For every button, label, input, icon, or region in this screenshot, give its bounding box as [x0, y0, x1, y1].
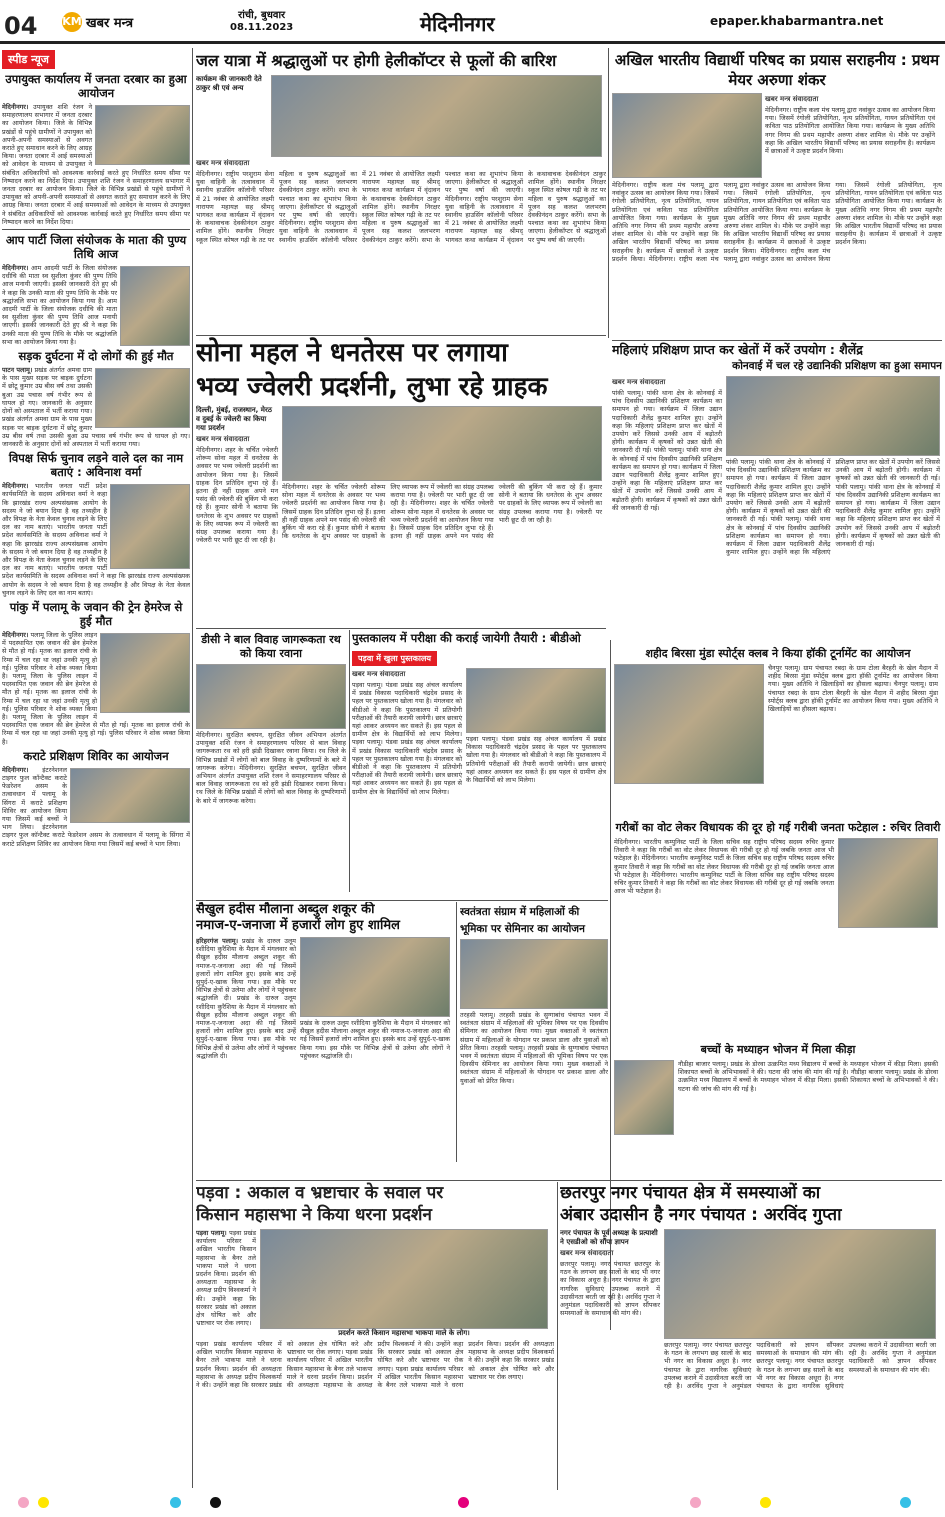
library-headline: पुस्तकालय में परीक्षा की कराई जायेगी तैयारी : बीडीओ — [352, 631, 581, 645]
library-byline: खबर मन्त्र संवाददाता — [352, 670, 406, 678]
dateline — [230, 10, 293, 34]
page-number: 04 — [4, 12, 38, 40]
registration-dot — [900, 1497, 911, 1508]
speed-body-2: मेदिनीनगर। आम आदमी पार्टी के जिला संयोजक दधीचि की माता स्व सुशीला कुंवर की पुण्य तिथि आज मनायी जाएगी। इसकी जानकारी देते हुए श्री ने कहा कि उनकी माता की पुण्य तिथि के मौके पर श्रद्धांजलि सभा का आयोजन किया गया है। आम आदमी पार्टी के जिला संयोजक दधीचि की माता स्व सुशीला कुंवर की पुण्य तिथि आज मनायी जाएगी। इसकी जानकारी देते हुए श्री ने कहा कि उनकी माता की पुण्य तिथि के मौके पर श्रद्धांजलि सभा का आयोजन किया गया है। — [2, 264, 117, 346]
speed-body-5: मेदिनीनगर। पलामू जिला के पुलिस लाइन में पदस्थापित एक जवान की ब्रेन हेमरेज से मौत हो गई। मृतक का इलाज रांची के रिम्स में चल रहा था जहां उनकी मृत्यु हो गई। पुलिस परिवार ने शोक व्यक्त किया है। पलामू जिला के पुलिस लाइन में पदस्थापित एक जवान की ब्रेन हेमरेज से मौत हो गई। मृतक का इलाज रांची के रिम्स में चल रहा था जहां उनकी मृत्यु हो गई। पुलिस परिवार ने शोक व्यक्त किया है। पलामू जिला के पुलिस लाइन में पदस्थापित एक जवान की ब्रेन हेमरेज से मौत हो गई। मृतक का इलाज रांची के रिम्स में चल रहा था जहां उनकी मृत्यु हो गई। पुलिस परिवार ने शोक व्यक्त किया है। — [2, 630, 190, 746]
abvp-body: मेदिनीनगर। राष्ट्रीय कला मंच पलामू द्वारा नवांकुर उत्सव का आयोजन किया गया। जिसमें रंगोली प्रतियोगिता, नृत्य प्रतियोगिता, गायन प्रतियोगिता एवं कविता पाठ प्रतियोगिता आयोजित किया गया। कार्यक्रम के मुख्य अतिथि नगर निगम की प्रथम महापौर अरुणा शंकर शामिल थे। मौके पर उन्होंने कहा कि अखिल भारतीय विद्यार्थी परिषद का प्रयास सराहनीय है। कार्यक्रम में छात्राओं ने उत्कृष्ट प्रदर्शन किया। मेदिनीनगर। राष्ट्रीय कला मंच पलामू द्वारा नवांकुर उत्सव का आयोजन किया गया। जिसमें रंगोली प्रतियोगिता, नृत्य प्रतियोगिता, गायन प्रतियोगिता एवं कविता पाठ प्रतियोगिता आयोजित किया गया। कार्यक्रम के मुख्य अतिथि नगर निगम की प्रथम महापौर अरुणा शंकर शामिल थे। मौके पर उन्होंने कहा कि अखिल भारतीय विद्यार्थी परिषद का प्रयास सराहनीय है। कार्यक्रम में छात्राओं ने उत्कृष्ट प्रदर्शन किया। मेदिनीनगर। राष्ट्रीय कला मंच पलामू द्वारा नवांकुर उत्सव का आयोजन किया गया। जिसमें रंगोली प्रतियोगिता, नृत्य प्रतियोगिता, गायन प्रतियोगिता एवं कविता पाठ प्रतियोगिता आयोजित किया गया। कार्यक्रम के मुख्य अतिथि नगर निगम की प्रथम महापौर अरुणा शंकर शामिल थे। मौके पर उन्होंने कहा कि अखिल भारतीय विद्यार्थी परिषद का प्रयास सराहनीय है। कार्यक्रम में छात्राओं ने उत्कृष्ट प्रदर्शन किया। — [612, 181, 942, 263]
lead-byline: खबर मन्त्र संवाददाता — [196, 159, 250, 167]
midday-photo — [614, 1060, 674, 1135]
speed-body-6: मेदिनीनगर। इंटरनेशनल टाइगर फुल कॉन्टैक्ट कराटे फेडरेशन असम के तत्वावधान में पलामू के सिंगरा में कराटे प्रशिक्षण शिविर का आयोजन किया गया जिसमें कई बच्चों ने भाग लिया। इंटरनेशनल टाइगर फुल कॉन्टैक्ट कराटे फेडरेशन असम के तत्वावधान में पलामू के सिंगरा में कराटे प्रशिक्षण शिविर का आयोजन किया गया जिसमें कई बच्चों ने भाग लिया। — [2, 765, 190, 848]
speed-news-tag: स्पीड न्यूज — [2, 50, 55, 69]
midday-meal-story — [614, 1040, 942, 1180]
brand-name: खबर मन्त्र — [86, 16, 134, 31]
chhatarpur-photo — [664, 1229, 936, 1339]
sona-headline-2: भव्य ज्वेलरी प्रदर्शनी, लुभा रहे ग्राहक — [196, 372, 548, 402]
dharna-photo — [260, 1229, 548, 1329]
seminar-photo — [460, 939, 608, 1009]
seminar-headline-1: स्वतंत्रता संग्राम में महिलाओं की — [460, 906, 580, 918]
midday-body: नौडीहा बाजार पलामू। प्रखंड के डोरवा उत्क्रमित मध्य विद्यालय में बच्चों के मध्याहन भोजन में कीड़ा मिला। इसकी शिकायत बच्चों के अभिभावकों ने की। घटना की जांच की मांग की गई है। नौडीहा बाजार पलामू। प्रखंड के डोरवा उत्क्रमित मध्य विद्यालय में बच्चों के मध्याहन भोजन में कीड़ा मिला। इसकी शिकायत बच्चों के अभिभावकों ने की। घटना की जांच की मांग की गई है। — [678, 1060, 938, 1093]
chhatarpur-headline-2: अंबार उदासीन है नगर पंचायत : अरविंद गुप्ता — [560, 1205, 842, 1225]
sona-byline: खबर मन्त्र संवाददाता — [196, 435, 250, 443]
dharna-story: पड़वा : अकाल व भ्रष्टाचार के सवाल पर किसान महासभा ने किया धरना प्रदर्शन पड़वा पलामू। पड़वा प्रखंड कार्यालय परिसर में अखिल भारतीय किसान महासभा के बैनर तले भाकपा माले ने धरना प्रदर्शन किया। प्रदर्शन की अध्यक्षता महासभा के अध्यक्ष प्रदीप विश्वकर्मा ने की। उन्होंने कहा कि सरकार प्रखंड को अकाल क्षेत्र घोषित करे और भ्रष्टाचार पर रोक लगाए। प्रदर्शन करते किसान महासभा भाकपा माले के लोग। पड़वा प्रखंड कार्यालय परिसर में अखिल भारतीय किसान महासभा के बैनर तले भाकपा माले ने धरना प्रदर्शन किया। प्रदर्शन की अध्यक्षता महासभा के अध्यक्ष प्रदीप विश्वकर्मा ने की। उन्होंने कहा कि सरकार प्रखंड को अकाल क्षेत्र घोषित करे और भ्रष्टाचार पर रोक लगाए। पड़वा प्रखंड कार्यालय परिसर में अखिल भारतीय किसान महासभा के बैनर तले भाकपा माले ने धरना प्रदर्शन किया। प्रदर्शन की अध्यक्षता महासभा के अध्यक्ष प्रदीप विश्वकर्मा ने की। उन्होंने कहा कि सरकार प्रखंड को अकाल क्षेत्र घोषित करे और भ्रष्टाचार पर रोक लगाए। पड़वा प्रखंड कार्यालय परिसर में अखिल भारतीय किसान महासभा के बैनर तले भाकपा माले ने धरना प्रदर्शन किया। प्रदर्शन की अध्यक्षता महासभा के अध्यक्ष प्रदीप विश्वकर्मा ने की। उन्होंने कहा कि सरकार प्रखंड को अकाल क्षेत्र घोषित करे और भ्रष्टाचार पर रोक लगाए। — [196, 1182, 554, 1492]
child-photo — [196, 664, 346, 729]
registration-dot — [458, 1497, 469, 1508]
hockey-photo — [614, 664, 764, 784]
registration-dot — [210, 1497, 221, 1508]
sona-caption: दिल्ली, मुंबई, राजस्थान, मेरठ व दुबई के ज्वेलरी का किया गया प्रदर्शन — [196, 406, 272, 432]
library-body: पड़वा पलामू। पंडवा प्रखंड सह अंचल कार्यालय में प्रखंड विकास पदाधिकारी चंद्रदेव प्रसाद के पहल पर पुस्तकालय खोला गया है। मंगलवार को बीडीओ ने कहा कि पुस्तकालय में प्रतियोगी परीक्षाओं की तैयारी करायी जायेगी। छात्र छात्राएं यहां आकर अध्ययन कर सकते हैं। इस पहल से ग्रामीण क्षेत्र के विद्यार्थियों को लाभ मिलेगा। पड़वा पलामू। पंडवा प्रखंड सह अंचल कार्यालय में प्रखंड विकास पदाधिकारी चंद्रदेव प्रसाद के पहल पर पुस्तकालय खोला गया है। मंगलवार को बीडीओ ने कहा कि पुस्तकालय में प्रतियोगी परीक्षाओं की तैयारी करायी जायेगी। छात्र छात्राएं यहां आकर अध्ययन कर सकते हैं। इस पहल से ग्रामीण क्षेत्र के विद्यार्थियों को लाभ मिलेगा। — [352, 681, 462, 796]
registration-dot — [18, 1497, 29, 1508]
brand-logo — [62, 12, 133, 32]
child-marriage-story — [196, 630, 346, 890]
abvp-headline: अखिल भारतीय विद्यार्थी परिषद का प्रयास सराहनीय : प्रथम मेयर अरुणा शंकर — [614, 51, 940, 89]
library-photo — [466, 668, 606, 733]
dharna-caption: प्रदर्शन करते किसान महासभा भाकपा माले के लोग। — [338, 1329, 470, 1337]
vote-body: मेदिनीनगर। भारतीय कम्युनिस्ट पार्टी के जिला सचिव सह राष्ट्रीय परिषद सदस्य रुचिर कुमार तिवारी ने कहा कि गरीबों का वोट लेकर विधायक की गरीबी दूर हो गई जबकि जनता आज भी फटेहाल है। मेदिनीनगर। भारतीय कम्युनिस्ट पार्टी के जिला सचिव सह राष्ट्रीय परिषद सदस्य रुचिर कुमार तिवारी ने कहा कि गरीबों का वोट लेकर विधायक की गरीबी दूर हो गई जबकि जनता आज भी फटेहाल है। मेदिनीनगर। भारतीय कम्युनिस्ट पार्टी के जिला सचिव सह राष्ट्रीय परिषद सदस्य रुचिर कुमार तिवारी ने कहा कि गरीबों का वोट लेकर विधायक की गरीबी दूर हो गई जबकि जनता आज भी फटेहाल है। — [614, 838, 835, 896]
speed-news-column — [2, 48, 190, 1488]
training-story: महिलाएं प्रशिक्षण प्राप्त कर खेतों में करें उपयोग : शैलेंद्र कोनवाई में चल रहे उद्यानिकी प्रशिक्षण का हुआ समापन खबर मन्त्र संवाददाता पांकी पलामू। पांकी थाना क्षेत्र के कोनवाई में पांच दिवसीय उद्यानिकी प्रशिक्षण कार्यक्रम का समापन हो गया। कार्यक्रम में जिला उद्यान पदाधिकारी शैलेंद्र कुमार शामिल हुए। उन्होंने कहा कि महिलाएं प्रशिक्षण प्राप्त कर खेतों में उपयोग करें जिससे उनकी आय में बढ़ोतरी होगी। कार्यक्रम में कृषकों को उन्नत खेती की जानकारी दी गई। पांकी पलामू। पांकी थाना क्षेत्र के कोनवाई में पांच दिवसीय उद्यानिकी प्रशिक्षण कार्यक्रम का समापन हो गया। कार्यक्रम में जिला उद्यान पदाधिकारी शैलेंद्र कुमार शामिल हुए। उन्होंने कहा कि महिलाएं प्रशिक्षण प्राप्त कर खेतों में उपयोग करें जिससे उनकी आय में बढ़ोतरी होगी। कार्यक्रम में कृषकों को उन्नत खेती की जानकारी दी गई। पांकी पलामू। पांकी थाना क्षेत्र के कोनवाई में पांच दिवसीय उद्यानिकी प्रशिक्षण कार्यक्रम का समापन हो गया। कार्यक्रम में जिला उद्यान पदाधिकारी शैलेंद्र कुमार शामिल हुए। उन्होंने कहा कि महिलाएं प्रशिक्षण प्राप्त कर खेतों में उपयोग करें जिससे उनकी आय में बढ़ोतरी होगी। कार्यक्रम में कृषकों को उन्नत खेती की जानकारी दी गई। पांकी पलामू। पांकी थाना क्षेत्र के कोनवाई में पांच दिवसीय उद्यानिकी प्रशिक्षण कार्यक्रम का समापन हो गया। कार्यक्रम में जिला उद्यान पदाधिकारी शैलेंद्र कुमार शामिल हुए। उन्होंने कहा कि महिलाएं प्रशिक्षण प्राप्त कर खेतों में उपयोग करें जिससे उनकी आय में बढ़ोतरी होगी। कार्यक्रम में कृषकों को उन्नत खेती की जानकारी दी गई। पांकी पलामू। पांकी थाना क्षेत्र के कोनवाई में पांच दिवसीय उद्यानिकी प्रशिक्षण कार्यक्रम का समापन हो गया। कार्यक्रम में जिला उद्यान पदाधिकारी शैलेंद्र कुमार शामिल हुए। उन्होंने कहा कि महिलाएं प्रशिक्षण प्राप्त कर खेतों में उपयोग करें जिससे उनकी आय में बढ़ोतरी होगी। कार्यक्रम में कृषकों को उन्नत खेती की जानकारी दी गई। — [612, 342, 942, 640]
speed-body-3: पाटन पलामू। प्रखंड अंतर्गत अमवा ग्राम के पास मुख्य सड़क पर बाइक दुर्घटना में छोटू कुमार उम्र बीस वर्ष तथा उसकी बुआ उम्र पचास वर्ष गंभीर रूप से घायल हो गए। जानकारी के अनुसार दोनों को अस्पताल में भर्ती कराया गया। प्रखंड अंतर्गत अमवा ग्राम के पास मुख्य सड़क पर बाइक दुर्घटना में छोटू कुमार उम्र बीस वर्ष तथा उसकी बुआ उम्र पचास वर्ष गंभीर रूप से घायल हो गए। जानकारी के अनुसार दोनों को अस्पताल में भर्ती कराया गया। — [2, 366, 190, 448]
seminar-story — [460, 902, 608, 1162]
speed-photo-1 — [95, 105, 190, 165]
dharna-body: पड़वा प्रखंड कार्यालय परिसर में अखिल भारतीय किसान महासभा के बैनर तले भाकपा माले ने धरना प्रदर्शन किया। प्रदर्शन की अध्यक्षता महासभा के अध्यक्ष प्रदीप विश्वकर्मा ने की। उन्होंने कहा कि सरकार प्रखंड को अकाल क्षेत्र घोषित करे और भ्रष्टाचार पर रोक लगाए। पड़वा प्रखंड कार्यालय परिसर में अखिल भारतीय किसान महासभा के बैनर तले भाकपा माले ने धरना प्रदर्शन किया। प्रदर्शन की अध्यक्षता महासभा के अध्यक्ष प्रदीप विश्वकर्मा ने की। उन्होंने कहा कि सरकार प्रखंड को अकाल क्षेत्र घोषित करे और भ्रष्टाचार पर रोक लगाए। पड़वा प्रखंड कार्यालय परिसर में अखिल भारतीय किसान महासभा के बैनर तले भाकपा माले ने धरना प्रदर्शन किया। प्रदर्शन की अध्यक्षता महासभा के अध्यक्ष प्रदीप विश्वकर्मा ने की। उन्होंने कहा कि सरकार प्रखंड को अकाल क्षेत्र घोषित करे और भ्रष्टाचार पर रोक लगाए। — [196, 1340, 554, 1390]
speed-body-1: मेदिनीनगर। उपायुक्त शशि रंजन ने समाहरणालय सभागार में जनता दरबार का आयोजन किया। जिले के विभिन्न प्रखंडों से पहुंचे ग्रामीणों ने उपायुक्त को अपनी-अपनी समस्याओं से अवगत कराते हुए समाधान करने के लिए आग्रह किया। जनता दरबार में आई समस्याओं को आवेदन के माध्यम से उपायुक्त ने संबंधित अधिकारियों को आवश्यक कार्रवाई करते हुए निर्धारित समय सीमा पर निष्पादन करने का निर्देश दिया। उपायुक्त शशि रंजन ने समाहरणालय सभागार में जनता दरबार का आयोजन किया। जिले के विभिन्न प्रखंडों से पहुंचे ग्रामीणों ने उपायुक्त को अपनी-अपनी समस्याओं से अवगत कराते हुए समाधान करने के लिए आग्रह किया। जनता दरबार में आई समस्याओं को आवेदन के माध्यम से उपायुक्त ने संबंधित अधिकारियों को आवश्यक कार्रवाई करते हुए निर्धारित समय सीमा पर निष्पादन करने का निर्देश दिया। — [2, 103, 190, 226]
funeral-headline-2: नमाज-ए-जनाजा में हजारों लोग हुए शामिल — [196, 918, 400, 933]
chhatarpur-byline: खबर मन्त्र संवाददाता — [560, 1249, 614, 1257]
speed-headline-1: उपायुक्त कार्यालय में जनता दरबार का हुआ आयोजन — [5, 72, 187, 100]
funeral-headline-1: सैखुल हदीस मौलाना अब्दुल शकूर की — [196, 902, 375, 917]
hockey-headline: शहीद बिरसा मुंडा स्पोर्ट्स क्लब ने किया हॉकी टूर्नामेंट का आयोजन — [645, 647, 911, 660]
chhatarpur-body: छतरपुर पलामू। नगर पंचायत छतरपुर के गठन के लगभग छह सालों के बाद भी नगर का विकास अधूरा है। नगर पंचायत के द्वारा नागरिक सुविधाएं उपलब्ध कराने में उदासीनता बरती जा रही है। अरविंद गुप्ता ने अनुमंडल पदाधिकारी को ज्ञापन सौंपकर समस्याओं के समाधान की मांग की। छतरपुर पलामू। नगर पंचायत छतरपुर के गठन के लगभग छह सालों के बाद भी नगर का विकास अधूरा है। नगर पंचायत के द्वारा नागरिक सुविधाएं उपलब्ध कराने में उदासीनता बरती जा रही है। अरविंद गुप्ता ने अनुमंडल पदाधिकारी को ज्ञापन सौंपकर समस्याओं के समाधान की मांग की। — [664, 1341, 936, 1391]
site-url[interactable]: epaper.khabarmantra.net — [710, 14, 884, 28]
vote-photo — [838, 838, 938, 928]
chhatarpur-headline-1: छतरपुर नगर पंचायत क्षेत्र में समस्याओं का — [560, 1183, 821, 1203]
lead-story — [196, 50, 606, 330]
funeral-story: सैखुल हदीस मौलाना अब्दुल शकूर की नमाज-ए-जनाजा में हजारों लोग हुए शामिल हरिहरगंज पलामू। प्रखंड के दारुल उलूम रशीदिया कुरैशिया के मैदान में मंगलवार को सैखुल हदीस मौलाना अब्दुल शकूर की नमाज-ए-जनाजा अदा की गई जिसमें हजारों लोग शामिल हुए। इसके बाद उन्हें सुपुर्द-ए-खाक किया गया। इस मौके पर विभिन्न क्षेत्रों से उलेमा और लोगों ने पहुंचकर श्रद्धांजलि दी। प्रखंड के दारुल उलूम रशीदिया कुरैशिया के मैदान में मंगलवार को सैखुल हदीस मौलाना अब्दुल शकूर की नमाज-ए-जनाजा अदा की गई जिसमें हजारों लोग शामिल हुए। इसके बाद उन्हें सुपुर्द-ए-खाक किया गया। इस मौके पर विभिन्न क्षेत्रों से उलेमा और लोगों ने पहुंचकर श्रद्धांजलि दी। प्रखंड के दारुल उलूम रशीदिया कुरैशिया के मैदान में मंगलवार को सैखुल हदीस मौलाना अब्दुल शकूर की नमाज-ए-जनाजा अदा की गई जिसमें हजारों लोग शामिल हुए। इसके बाद उन्हें सुपुर्द-ए-खाक किया गया। इस मौके पर विभिन्न क्षेत्रों से उलेमा और लोगों ने पहुंचकर श्रद्धांजलि दी। — [196, 902, 454, 1162]
training-body: पांकी पलामू। पांकी थाना क्षेत्र के कोनवाई में पांच दिवसीय उद्यानिकी प्रशिक्षण कार्यक्रम का समापन हो गया। कार्यक्रम में जिला उद्यान पदाधिकारी शैलेंद्र कुमार शामिल हुए। उन्होंने कहा कि महिलाएं प्रशिक्षण प्राप्त कर खेतों में उपयोग करें जिससे उनकी आय में बढ़ोतरी होगी। कार्यक्रम में कृषकों को उन्नत खेती की जानकारी दी गई। पांकी पलामू। पांकी थाना क्षेत्र के कोनवाई में पांच दिवसीय उद्यानिकी प्रशिक्षण कार्यक्रम का समापन हो गया। कार्यक्रम में जिला उद्यान पदाधिकारी शैलेंद्र कुमार शामिल हुए। उन्होंने कहा कि महिलाएं प्रशिक्षण प्राप्त कर खेतों में उपयोग करें जिससे उनकी आय में बढ़ोतरी होगी। कार्यक्रम में कृषकों को उन्नत खेती की जानकारी दी गई। पांकी पलामू। पांकी थाना क्षेत्र के कोनवाई में पांच दिवसीय उद्यानिकी प्रशिक्षण कार्यक्रम का समापन हो गया। कार्यक्रम में जिला उद्यान पदाधिकारी शैलेंद्र कुमार शामिल हुए। उन्होंने कहा कि महिलाएं प्रशिक्षण प्राप्त कर खेतों में उपयोग करें जिससे उनकी आय में बढ़ोतरी होगी। कार्यक्रम में कृषकों को उन्नत खेती की जानकारी दी गई। — [726, 458, 940, 557]
section-title: मेदिनीनगर — [420, 12, 495, 36]
abvp-photo — [612, 93, 762, 178]
registration-dot — [760, 1497, 771, 1508]
speed-headline-2: आप पार्टी जिला संयोजक के माता की पुण्य तिथि आज — [5, 233, 187, 262]
chhatarpur-story: छतरपुर नगर पंचायत क्षेत्र में समस्याओं का अंबार उदासीन है नगर पंचायत : अरविंद गुप्ता नगर पंचायत के पूर्व अध्यक्ष के प्रत्याशी ने एसडीओ को सौंपा ज्ञापन खबर मन्त्र संवाददाता छतरपुर पलामू। नगर पंचायत छतरपुर के गठन के लगभग छह सालों के बाद भी नगर का विकास अधूरा है। नगर पंचायत के द्वारा नागरिक सुविधाएं उपलब्ध कराने में उदासीनता बरती जा रही है। अरविंद गुप्ता ने अनुमंडल पदाधिकारी को ज्ञापन सौंपकर समस्याओं के समाधान की मांग की। छतरपुर पलामू। नगर पंचायत छतरपुर के गठन के लगभग छह सालों के बाद भी नगर का विकास अधूरा है। नगर पंचायत के द्वारा नागरिक सुविधाएं उपलब्ध कराने में उदासीनता बरती जा रही है। अरविंद गुप्ता ने अनुमंडल पदाधिकारी को ज्ञापन सौंपकर समस्याओं के समाधान की मांग की। छतरपुर पलामू। नगर पंचायत छतरपुर के गठन के लगभग छह सालों के बाद भी नगर का विकास अधूरा है। नगर पंचायत के द्वारा नागरिक सुविधाएं उपलब्ध कराने में उदासीनता बरती जा रही है। अरविंद गुप्ता ने अनुमंडल पदाधिकारी को ज्ञापन सौंपकर समस्याओं के समाधान की मांग की। — [560, 1182, 942, 1492]
lead-body: मेदिनीनगर। राष्ट्रीय परशुराम सेना युवा वाहिनी के तत्वावधान में स्थानीय हाउसिंग कॉलोनी परिसर में 21 नवंबर से आयोजित लक्ष्मी नारायण महायज्ञ सह श्रीमद् भागवत कथा कार्यक्रम में वृंदावन के कथावाचक देवकीनंदन ठाकुर शामिल होंगे। स्थानीय निरक्षर स्कूल स्थित कोषल गढ़ी के तट पर महिला व पुरुष श्रद्धालुओं का पूजन सह कलश जलभरण देवकीनंदन ठाकुर करेंगे। सभा के पश्चात कथा का शुभारंभ किया जाएगा। हेलीकॉप्टर से श्रद्धालुओं पर पुष्प वर्षा की जाएगी। मेदिनीनगर। राष्ट्रीय परशुराम सेना युवा वाहिनी के तत्वावधान में स्थानीय हाउसिंग कॉलोनी परिसर में 21 नवंबर से आयोजित लक्ष्मी नारायण महायज्ञ सह श्रीमद् भागवत कथा कार्यक्रम में वृंदावन के कथावाचक देवकीनंदन ठाकुर शामिल होंगे। स्थानीय निरक्षर स्कूल स्थित कोषल गढ़ी के तट पर महिला व पुरुष श्रद्धालुओं का पूजन सह कलश जलभरण देवकीनंदन ठाकुर करेंगे। सभा के पश्चात कथा का शुभारंभ किया जाएगा। हेलीकॉप्टर से श्रद्धालुओं पर पुष्प वर्षा की जाएगी। मेदिनीनगर। राष्ट्रीय परशुराम सेना युवा वाहिनी के तत्वावधान में स्थानीय हाउसिंग कॉलोनी परिसर में 21 नवंबर से आयोजित लक्ष्मी नारायण महायज्ञ सह श्रीमद् भागवत कथा कार्यक्रम में वृंदावन के कथावाचक देवकीनंदन ठाकुर शामिल होंगे। स्थानीय निरक्षर स्कूल स्थित कोषल गढ़ी के तट पर महिला व पुरुष श्रद्धालुओं का पूजन सह कलश जलभरण देवकीनंदन ठाकुर करेंगे। सभा के पश्चात कथा का शुभारंभ किया जाएगा। हेलीकॉप्टर से श्रद्धालुओं पर पुष्प वर्षा की जाएगी। — [196, 170, 606, 244]
vote-headline: गरीबों का वोट लेकर विधायक की दूर हो गई गरीबी जनता फटेहाल : रुचिर तिवारी — [615, 821, 941, 834]
header-rule — [0, 41, 945, 44]
seminar-headline-2: भूमिका पर सेमिनार का आयोजन — [460, 923, 585, 935]
date: 08.11.2023 — [230, 22, 294, 33]
vote-story — [614, 818, 942, 1038]
library-story: पुस्तकालय में परीक्षा की कराई जायेगी तैयारी : बीडीओ पड़वा में खुला पुस्तकालय खबर मन्त्र संवाददाता पड़वा पलामू। पंडवा प्रखंड सह अंचल कार्यालय में प्रखंड विकास पदाधिकारी चंद्रदेव प्रसाद के पहल पर पुस्तकालय खोला गया है। मंगलवार को बीडीओ ने कहा कि पुस्तकालय में प्रतियोगी परीक्षाओं की तैयारी करायी जायेगी। छात्र छात्राएं यहां आकर अध्ययन कर सकते हैं। इस पहल से ग्रामीण क्षेत्र के विद्यार्थियों को लाभ मिलेगा। पड़वा पलामू। पंडवा प्रखंड सह अंचल कार्यालय में प्रखंड विकास पदाधिकारी चंद्रदेव प्रसाद के पहल पर पुस्तकालय खोला गया है। मंगलवार को बीडीओ ने कहा कि पुस्तकालय में प्रतियोगी परीक्षाओं की तैयारी करायी जायेगी। छात्र छात्राएं यहां आकर अध्ययन कर सकते हैं। इस पहल से ग्रामीण क्षेत्र के विद्यार्थियों को लाभ मिलेगा। पड़वा पलामू। पंडवा प्रखंड सह अंचल कार्यालय में प्रखंड विकास पदाधिकारी चंद्रदेव प्रसाद के पहल पर पुस्तकालय खोला गया है। मंगलवार को बीडीओ ने कहा कि पुस्तकालय में प्रतियोगी परीक्षाओं की तैयारी करायी जायेगी। छात्र छात्राएं यहां आकर अध्ययन कर सकते हैं। इस पहल से ग्रामीण क्षेत्र के विद्यार्थियों को लाभ मिलेगा। — [352, 631, 606, 796]
chhatarpur-caption: नगर पंचायत के पूर्व अध्यक्ष के प्रत्याशी ने एसडीओ को सौंपा ज्ञापन — [560, 1229, 658, 1246]
speed-headline-6: कराटे प्रशिक्षण शिविर का आयोजन — [23, 748, 169, 763]
brand-logo-icon: KM — [62, 12, 82, 32]
speed-headline-3: सड़क दुर्घटना में दो लोगों की हुई मौत — [18, 349, 174, 364]
abvp-byline: खबर मन्त्र संवाददाता — [765, 95, 819, 103]
speed-photo-6 — [70, 768, 190, 823]
speed-photo-4 — [110, 484, 190, 569]
training-byline: खबर मन्त्र संवाददाता — [612, 378, 666, 386]
hockey-body: चैनपुर पलामू। ग्राम पंचायत रबदा के ग्राम टोला बैरहरी के खेल मैदान में शहीद बिरसा मुंडा स्पोर्ट्स क्लब द्वारा हॉकी टूर्नामेंट का आयोजन किया गया। मुख्य अतिथि ने खिलाड़ियों का हौसला बढ़ाया। चैनपुर पलामू। ग्राम पंचायत रबदा के ग्राम टोला बैरहरी के खेल मैदान में शहीद बिरसा मुंडा स्पोर्ट्स क्लब द्वारा हॉकी टूर्नामेंट का आयोजन किया गया। मुख्य अतिथि ने खिलाड़ियों का हौसला बढ़ाया। — [768, 664, 938, 714]
seminar-body: तरहसी पलामू। तरहसी प्रखंड के सुग्गाबांध पंचायत भवन में स्वतंत्रता संग्राम में महिलाओं की भूमिका विषय पर एक दिवसीय सेमिनार का आयोजन किया गया। मुख्य वक्ताओं ने स्वतंत्रता संग्राम में महिलाओं के योगदान पर प्रकाश डाला और युवाओं को प्रेरित किया। तरहसी पलामू। तरहसी प्रखंड के सुग्गाबांध पंचायत भवन में स्वतंत्रता संग्राम में महिलाओं की भूमिका विषय पर एक दिवसीय सेमिनार का आयोजन किया गया। मुख्य वक्ताओं ने स्वतंत्रता संग्राम में महिलाओं के योगदान पर प्रकाश डाला और युवाओं को प्रेरित किया। — [460, 1011, 608, 1085]
funeral-photo — [300, 937, 450, 1017]
training-subhead: कोनवाई में चल रहे उद्यानिकी प्रशिक्षण का हुआ समापन — [732, 360, 942, 372]
hockey-story — [614, 644, 942, 814]
registration-dot — [690, 1497, 701, 1508]
child-headline: डीसी ने बाल विवाह जागरूकता रथ को किया रवाना — [201, 633, 341, 660]
abvp-story: अखिल भारतीय विद्यार्थी परिषद का प्रयास सराहनीय : प्रथम मेयर अरुणा शंकर खबर मन्त्र संवाददाता मेदिनीनगर। राष्ट्रीय कला मंच पलामू द्वारा नवांकुर उत्सव का आयोजन किया गया। जिसमें रंगोली प्रतियोगिता, नृत्य प्रतियोगिता, गायन प्रतियोगिता एवं कविता पाठ प्रतियोगिता आयोजित किया गया। कार्यक्रम के मुख्य अतिथि नगर निगम की प्रथम महापौर अरुणा शंकर शामिल थे। मौके पर उन्होंने कहा कि अखिल भारतीय विद्यार्थी परिषद का प्रयास सराहनीय है। कार्यक्रम में छात्राओं ने उत्कृष्ट प्रदर्शन किया। मेदिनीनगर। राष्ट्रीय कला मंच पलामू द्वारा नवांकुर उत्सव का आयोजन किया गया। जिसमें रंगोली प्रतियोगिता, नृत्य प्रतियोगिता, गायन प्रतियोगिता एवं कविता पाठ प्रतियोगिता आयोजित किया गया। कार्यक्रम के मुख्य अतिथि नगर निगम की प्रथम महापौर अरुणा शंकर शामिल थे। मौके पर उन्होंने कहा कि अखिल भारतीय विद्यार्थी परिषद का प्रयास सराहनीय है। कार्यक्रम में छात्राओं ने उत्कृष्ट प्रदर्शन किया। मेदिनीनगर। राष्ट्रीय कला मंच पलामू द्वारा नवांकुर उत्सव का आयोजन किया गया। जिसमें रंगोली प्रतियोगिता, नृत्य प्रतियोगिता, गायन प्रतियोगिता एवं कविता पाठ प्रतियोगिता आयोजित किया गया। कार्यक्रम के मुख्य अतिथि नगर निगम की प्रथम महापौर अरुणा शंकर शामिल थे। मौके पर उन्होंने कहा कि अखिल भारतीय विद्यार्थी परिषद का प्रयास सराहनीय है। कार्यक्रम में छात्राओं ने उत्कृष्ट प्रदर्शन किया। मेदिनीनगर। राष्ट्रीय कला मंच पलामू द्वारा नवांकुर उत्सव का आयोजन किया गया। जिसमें रंगोली प्रतियोगिता, नृत्य प्रतियोगिता, गायन प्रतियोगिता एवं कविता पाठ प्रतियोगिता आयोजित किया गया। कार्यक्रम के मुख्य अतिथि नगर निगम की प्रथम महापौर अरुणा शंकर शामिल थे। मौके पर उन्होंने कहा कि अखिल भारतीय विद्यार्थी परिषद का प्रयास सराहनीय है। कार्यक्रम में छात्राओं ने उत्कृष्ट प्रदर्शन किया। — [612, 50, 942, 340]
registration-marks — [0, 1497, 945, 1509]
sona-photo — [282, 406, 602, 481]
library-subhead: पड़वा में खुला पुस्तकालय — [352, 651, 437, 666]
speed-body-4: मेदिनीनगर। भारतीय जनता पार्टी प्रदेश कार्यसमिति के सदस्य अविनाश वर्मा ने कहा कि झारखंड राज्य अल्पसंख्यक आयोग के सदस्य ने जो बयान दिया है वह तथ्यहीन है और विपक्ष के नेता केवल चुनाव लड़ने के लिए दल का नाम बताएं। भारतीय जनता पार्टी प्रदेश कार्यसमिति के सदस्य अविनाश वर्मा ने कहा कि झारखंड राज्य अल्पसंख्यक आयोग के सदस्य ने जो बयान दिया है वह तथ्यहीन है और विपक्ष के नेता केवल चुनाव लड़ने के लिए दल का नाम बताएं। भारतीय जनता पार्टी प्रदेश कार्यसमिति के सदस्य अविनाश वर्मा ने कहा कि झारखंड राज्य अल्पसंख्यक आयोग के सदस्य ने जो बयान दिया है वह तथ्यहीन है और विपक्ष के नेता केवल चुनाव लड़ने के लिए दल का नाम बताएं। — [2, 482, 190, 597]
speed-photo-5 — [100, 633, 190, 713]
training-headline: महिलाएं प्रशिक्षण प्राप्त कर खेतों में करें उपयोग : शैलेंद्र — [612, 342, 863, 357]
dharna-headline-1: पड़वा : अकाल व भ्रष्टाचार के सवाल पर — [196, 1183, 444, 1203]
lead-headline: जल यात्रा में श्रद्धालुओं पर होगी हेलीकॉप्टर से फूलों की बारिश — [196, 51, 557, 70]
dharna-headline-2: किसान महासभा ने किया धरना प्रदर्शन — [196, 1205, 432, 1225]
sona-headline-1: सोना महल ने धनतेरस पर लगाया — [196, 338, 508, 368]
registration-dot — [170, 1497, 181, 1508]
registration-dot — [38, 1497, 49, 1508]
speed-photo-3 — [95, 368, 190, 428]
speed-headline-4: विपक्ष सिर्फ चुनाव लड़ने वाले दल का नाम बताएं : अविनाश वर्मा — [8, 451, 184, 480]
city-day: रांची, बुधवार — [238, 10, 286, 21]
speed-photo-2 — [120, 266, 190, 346]
funeral-body: हरिहरगंज पलामू। प्रखंड के दारुल उलूम रशीदिया कुरैशिया के मैदान में मंगलवार को सैखुल हदीस मौलाना अब्दुल शकूर की नमाज-ए-जनाजा अदा की गई जिसमें हजारों लोग शामिल हुए। इसके बाद उन्हें सुपुर्द-ए-खाक किया गया। इस मौके पर विभिन्न क्षेत्रों से उलेमा और लोगों ने पहुंचकर श्रद्धांजलि दी। प्रखंड के दारुल उलूम रशीदिया कुरैशिया के मैदान में मंगलवार को सैखुल हदीस मौलाना अब्दुल शकूर की नमाज-ए-जनाजा अदा की गई जिसमें हजारों लोग शामिल हुए। इसके बाद उन्हें सुपुर्द-ए-खाक किया गया। इस मौके पर विभिन्न क्षेत्रों से उलेमा और लोगों ने पहुंचकर श्रद्धांजलि दी। — [196, 937, 296, 1060]
sona-mahal-story: सोना महल ने धनतेरस पर लगाया भव्य ज्वेलरी प्रदर्शनी, लुभा रहे ग्राहक दिल्ली, मुंबई, राजस्थान, मेरठ व दुबई के ज्वेलरी का किया गया प्रदर्शन खबर मन्त्र संवाददाता मेदिनीनगर। शहर के चर्चित ज्वेलरी शोरूम सोना महल में धनतेरस के अवसर पर भव्य ज्वेलरी प्रदर्शनी का आयोजन किया गया है। जिसमें ग्राहक दिन प्रतिदिन लुभा रहे हैं। इतना ही नहीं ग्राहक अपने मन पसंद की ज्वेलरी की बुकिंग भी करा रहे हैं। कुमार सोनी ने बताया कि धनतेरस के शुभ अवसर पर ग्राहकों के लिए व्यापक रूप में ज्वेलरी का संग्रह उपलब्ध कराया गया है। ज्वेलरी पर भारी छूट दी जा रही है। मेदिनीनगर। शहर के चर्चित ज्वेलरी शोरूम सोना महल में धनतेरस के अवसर पर भव्य ज्वेलरी प्रदर्शनी का आयोजन किया गया है। जिसमें ग्राहक दिन प्रतिदिन लुभा रहे हैं। इतना ही नहीं ग्राहक अपने मन पसंद की ज्वेलरी की बुकिंग भी करा रहे हैं। कुमार सोनी ने बताया कि धनतेरस के शुभ अवसर पर ग्राहकों के लिए व्यापक रूप में ज्वेलरी का संग्रह उपलब्ध कराया गया है। ज्वेलरी पर भारी छूट दी जा रही है। मेदिनीनगर। शहर के चर्चित ज्वेलरी शोरूम सोना महल में धनतेरस के अवसर पर भव्य ज्वेलरी प्रदर्शनी का आयोजन किया गया है। जिसमें ग्राहक दिन प्रतिदिन लुभा रहे हैं। इतना ही नहीं ग्राहक अपने मन पसंद की ज्वेलरी की बुकिंग भी करा रहे हैं। कुमार सोनी ने बताया कि धनतेरस के शुभ अवसर पर ग्राहकों के लिए व्यापक रूप में ज्वेलरी का संग्रह उपलब्ध कराया गया है। ज्वेलरी पर भारी छूट दी जा रही है। — [196, 336, 606, 626]
training-photo — [726, 376, 940, 456]
sona-body: मेदिनीनगर। शहर के चर्चित ज्वेलरी शोरूम सोना महल में धनतेरस के अवसर पर भव्य ज्वेलरी प्रदर्शनी का आयोजन किया गया है। जिसमें ग्राहक दिन प्रतिदिन लुभा रहे हैं। इतना ही नहीं ग्राहक अपने मन पसंद की ज्वेलरी की बुकिंग भी करा रहे हैं। कुमार सोनी ने बताया कि धनतेरस के शुभ अवसर पर ग्राहकों के लिए व्यापक रूप में ज्वेलरी का संग्रह उपलब्ध कराया गया है। ज्वेलरी पर भारी छूट दी जा रही है। मेदिनीनगर। शहर के चर्चित ज्वेलरी शोरूम सोना महल में धनतेरस के अवसर पर भव्य ज्वेलरी प्रदर्शनी का आयोजन किया गया है। जिसमें ग्राहक दिन प्रतिदिन लुभा रहे हैं। इतना ही नहीं ग्राहक अपने मन पसंद की ज्वेलरी की बुकिंग भी करा रहे हैं। कुमार सोनी ने बताया कि धनतेरस के शुभ अवसर पर ग्राहकों के लिए व्यापक रूप में ज्वेलरी का संग्रह उपलब्ध कराया गया है। ज्वेलरी पर भारी छूट दी जा रही है। — [282, 483, 602, 541]
midday-headline: बच्चों के मध्याहन भोजन में मिला कीड़ा — [700, 1043, 856, 1056]
lead-caption: कार्यक्रम की जानकारी देते ठाकुर श्री एवं अन्य — [196, 75, 262, 92]
child-body: मेदिनीनगर। सुरक्षित बचपन, सुरक्षित जीवन अभियान अंतर्गत उपायुक्त शशि रंजन ने समाहरणालय परिसर से बाल विवाह जागरूकता रथ को हरी झंडी दिखाकर रवाना किया। रथ जिले के विभिन्न प्रखंडों में लोगों को बाल विवाह के दुष्परिणामों के बारे में जागरूक करेगा। मेदिनीनगर। सुरक्षित बचपन, सुरक्षित जीवन अभियान अंतर्गत उपायुक्त शशि रंजन ने समाहरणालय परिसर से बाल विवाह जागरूकता रथ को हरी झंडी दिखाकर रवाना किया। रथ जिले के विभिन्न प्रखंडों में लोगों को बाल विवाह के दुष्परिणामों के बारे में जागरूक करेगा। — [196, 731, 346, 805]
lead-photo — [271, 75, 602, 157]
speed-headline-5: पांकु में पलामू के जवान की ट्रेन हेमरेज से हुई मौत — [9, 599, 183, 628]
